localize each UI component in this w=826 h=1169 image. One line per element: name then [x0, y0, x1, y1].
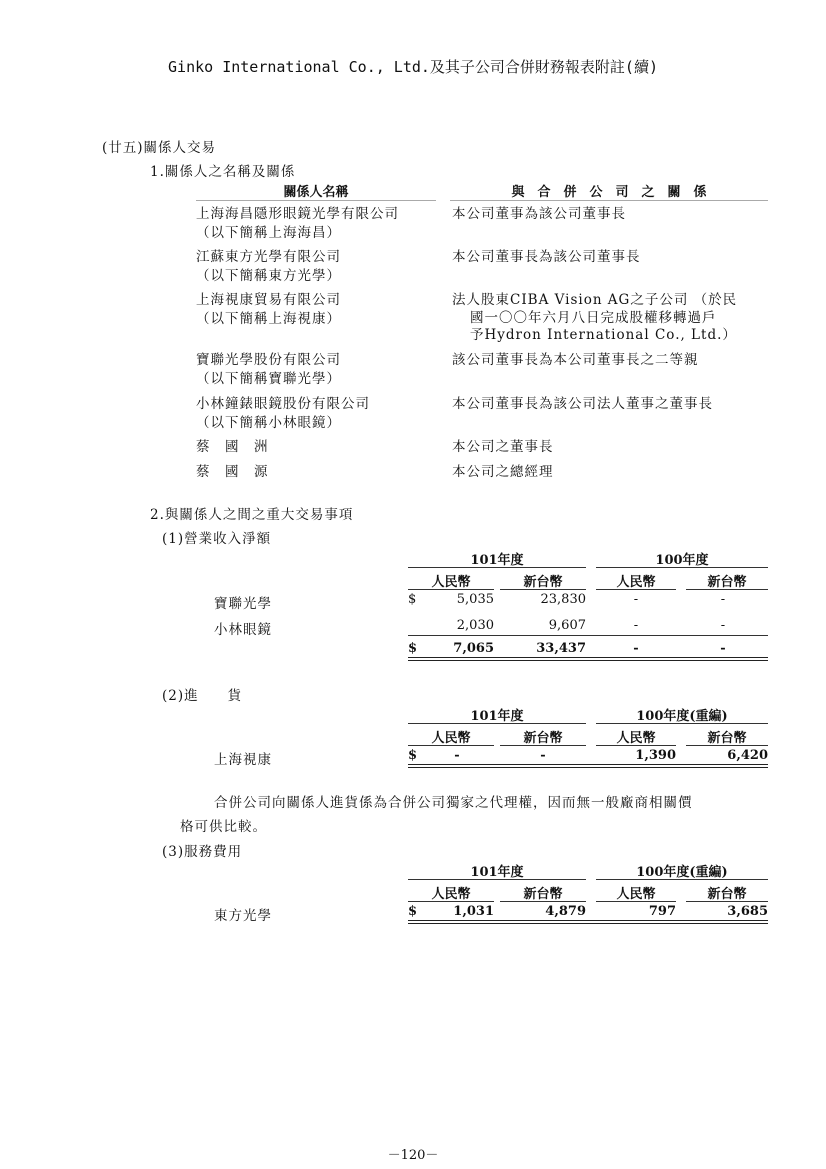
page-title: Ginko International Co., Ltd.及其子公司合併財務報表附註(續): [168, 58, 658, 76]
currency-header: 新台幣: [523, 731, 563, 746]
section-heading: (廿五)關係人交易: [102, 140, 217, 156]
total-cell: -: [633, 641, 639, 656]
year-header: 100年度(重編): [636, 709, 728, 724]
divider: [686, 901, 768, 902]
total-double-line: [408, 920, 768, 924]
table-heading: (1)營業收入淨額: [162, 531, 272, 547]
year-header: 100年度: [655, 553, 709, 568]
party-name: 上海海昌隱形眼鏡光學有限公司: [196, 206, 399, 222]
currency-header: 新台幣: [523, 887, 563, 902]
subsection-heading: 1.關係人之名稱及關係: [150, 164, 296, 180]
value-cell: 6,420: [727, 748, 768, 763]
divider: [596, 567, 768, 568]
currency-header: 新台幣: [523, 575, 563, 590]
year-header: 101年度: [470, 709, 524, 724]
column-header-name: 關係人名稱: [283, 185, 349, 200]
party-relation: 予Hydron International Co., Ltd.）: [470, 327, 737, 343]
value-cell: 1,390: [635, 748, 676, 763]
column-header-relation: 與 合 併 公 司 之 關 係: [511, 185, 707, 200]
currency-header: 新台幣: [707, 887, 747, 902]
divider: [408, 901, 494, 902]
subtotal-line: [408, 635, 768, 636]
party-relation: 本公司董事長為該公司法人董事之董事長: [452, 396, 713, 412]
table-heading: (3)服務費用: [162, 844, 243, 860]
value-cell: -: [454, 748, 460, 763]
divider: [596, 745, 676, 746]
value-cell: 4,879: [545, 904, 586, 919]
party-name: 寶聯光學股份有限公司: [196, 352, 341, 368]
currency-header: 人民幣: [616, 887, 656, 902]
party-name: 上海視康貿易有限公司: [196, 292, 341, 308]
value-cell: 23,830: [540, 592, 586, 607]
value-cell: 3,685: [727, 904, 768, 919]
currency-header: 人民幣: [431, 575, 471, 590]
divider: [686, 745, 768, 746]
total-double-line: [408, 764, 768, 768]
value-cell: -: [633, 592, 639, 607]
currency-symbol: $: [408, 592, 417, 607]
value-cell: 797: [648, 904, 676, 919]
value-cell: -: [720, 618, 726, 633]
value-cell: 1,031: [453, 904, 494, 919]
party-alias: （以下簡稱東方光學）: [196, 268, 341, 284]
value-cell: 5,035: [456, 592, 494, 607]
total-double-line: [408, 657, 768, 661]
party-relation: 國一〇〇年六月八日完成股權移轉過戶: [470, 310, 717, 326]
divider: [408, 723, 586, 724]
row-label: 小林眼鏡: [214, 622, 272, 638]
divider: [596, 723, 768, 724]
year-header: 100年度(重編): [636, 865, 728, 880]
party-name: 小林鐘錶眼鏡股份有限公司: [196, 396, 370, 412]
divider: [500, 901, 586, 902]
currency-header: 人民幣: [616, 575, 656, 590]
party-alias: （以下簡稱小林眼鏡）: [196, 415, 341, 431]
value-cell: -: [720, 592, 726, 607]
currency-symbol: $: [408, 904, 418, 919]
divider: [596, 589, 676, 590]
total-cell: 33,437: [536, 641, 586, 656]
value-cell: 9,607: [548, 618, 586, 633]
currency-header: 人民幣: [431, 887, 471, 902]
party-relation: 該公司董事長為本公司董事長之二等親: [452, 352, 699, 368]
divider: [596, 901, 676, 902]
party-name: 江蘇東方光學有限公司: [196, 249, 341, 265]
row-label: 上海視康: [214, 752, 272, 768]
total-cell: -: [720, 641, 726, 656]
party-alias: （以下簡稱上海海昌）: [196, 225, 341, 241]
party-alias: （以下簡稱上海視康）: [196, 311, 341, 327]
year-header: 101年度: [470, 553, 524, 568]
divider: [408, 745, 494, 746]
subsection-heading: 2.與關係人之間之重大交易事項: [150, 507, 354, 523]
note-text: 合併公司向關係人進貨係為合併公司獨家之代理權，因而無一般廠商相關價: [214, 795, 693, 811]
currency-header: 新台幣: [707, 575, 747, 590]
divider: [500, 745, 586, 746]
row-label: 東方光學: [214, 908, 272, 924]
currency-symbol: $: [408, 641, 418, 656]
currency-header: 新台幣: [707, 731, 747, 746]
party-alias: （以下簡稱寶聯光學）: [196, 371, 341, 387]
divider: [686, 589, 768, 590]
party-relation: 本公司之總經理: [452, 464, 554, 480]
year-header: 101年度: [470, 865, 524, 880]
row-label: 寶聯光學: [214, 596, 272, 612]
currency-header: 人民幣: [616, 731, 656, 746]
party-relation: 本公司董事長為該公司董事長: [452, 249, 641, 265]
divider: [196, 200, 436, 201]
divider: [408, 567, 586, 568]
divider: [408, 589, 494, 590]
table-heading: (2)進 貨: [162, 688, 243, 704]
divider: [500, 589, 586, 590]
note-text: 格可供比較。: [180, 819, 267, 835]
divider: [450, 200, 768, 201]
value-cell: 2,030: [456, 618, 494, 633]
party-relation: 本公司董事為該公司董事長: [452, 206, 626, 222]
value-cell: -: [633, 618, 639, 633]
party-relation: 本公司之董事長: [452, 439, 554, 455]
total-cell: 7,065: [453, 641, 494, 656]
party-relation: 法人股東CIBA Vision AG之子公司 （於民: [452, 292, 738, 308]
currency-header: 人民幣: [431, 731, 471, 746]
divider: [408, 879, 586, 880]
divider: [596, 879, 768, 880]
page-number: －120－: [387, 1148, 439, 1163]
party-name: 蔡 國 源: [196, 464, 269, 480]
currency-symbol: $: [408, 748, 418, 763]
value-cell: -: [540, 748, 546, 763]
party-name: 蔡 國 洲: [196, 439, 269, 455]
